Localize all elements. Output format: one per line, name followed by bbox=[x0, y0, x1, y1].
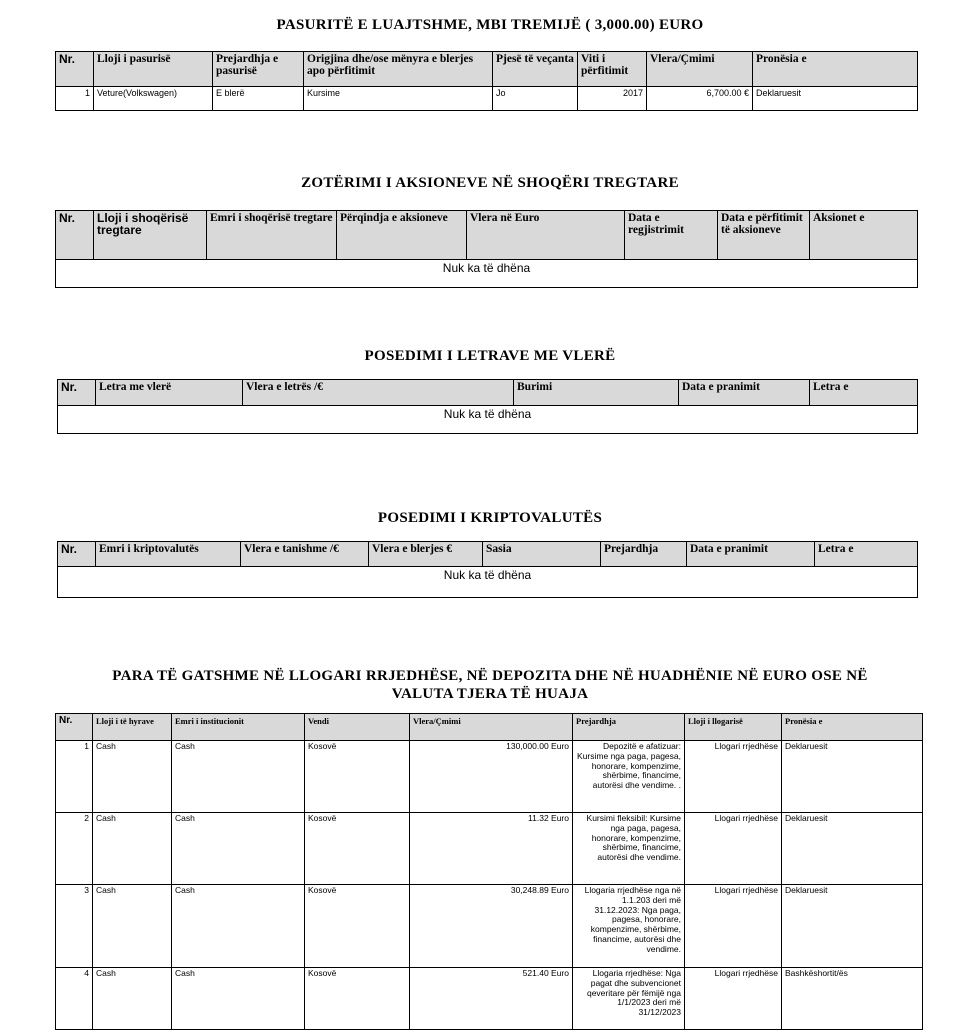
empty-message: Nuk ka të dhëna bbox=[56, 260, 918, 288]
cash-accounts-table bbox=[55, 713, 923, 1030]
cell-country: Kosovë bbox=[305, 885, 410, 968]
section-title-shares: ZOTËRIMI I AKSIONEVE NË SHOQËRI TREGTARE bbox=[301, 175, 679, 191]
cell-country: Kosovë bbox=[305, 968, 410, 1030]
table-row bbox=[56, 968, 923, 1030]
col-header: Lloji i të hyrave bbox=[93, 714, 172, 741]
section-title-securities: POSEDIMI I LETRAVE ME VLERË bbox=[364, 348, 616, 364]
col-header: Letra me vlerë bbox=[96, 380, 243, 406]
col-header: Prejardhja e pasurisë bbox=[213, 52, 304, 87]
col-header: Përqindja e aksioneve bbox=[337, 211, 467, 260]
cell-owner: Bashkëshortit/ës bbox=[782, 968, 923, 1030]
cell-account-type: Llogari rrjedhëse bbox=[685, 741, 782, 813]
securities-table bbox=[57, 379, 918, 434]
cell-institution: Cash bbox=[172, 741, 305, 813]
cell-account-type: Llogari rrjedhëse bbox=[685, 968, 782, 1030]
col-header: Letra e bbox=[815, 542, 918, 567]
col-header: Pjesë të veçanta bbox=[493, 52, 578, 87]
col-header: Vlera në Euro bbox=[467, 211, 625, 260]
col-header: Nr. bbox=[56, 52, 94, 87]
col-header: Prejardhja bbox=[601, 542, 687, 567]
cell-source: Llogaria rrjedhëse nga në 1.1.203 deri më 31.12.2023: Nga paga, pagesa, honorare, kompenzime, shërbime, financime, autorësi dhe vendime. bbox=[573, 885, 685, 968]
col-header: Lloji i shoqërisë tregtare bbox=[94, 211, 207, 260]
cell-owner: Deklaruesit bbox=[782, 741, 923, 813]
section-title-cash: PARA TË GATSHME NË LLOGARI RRJEDHËSE, NË DEPOZITA DHE NË HUADHËNIE NË EURO OSE NË VALUTA TJERA TË HUAJA bbox=[112, 668, 868, 702]
col-header: Nr. bbox=[58, 380, 96, 406]
cell-nr: 2 bbox=[56, 813, 93, 885]
col-header: Pronësia e bbox=[782, 714, 923, 741]
col-header: Nr. bbox=[58, 542, 96, 567]
col-header: Data e pranimit bbox=[679, 380, 810, 406]
col-header: Data e regjistrimit bbox=[625, 211, 718, 260]
cell-institution: Cash bbox=[172, 813, 305, 885]
empty-message: Nuk ka të dhëna bbox=[58, 406, 918, 434]
section-title-movable-assets: PASURITË E LUAJTSHME, MBI TREMIJË ( 3,000.00) EURO bbox=[276, 17, 704, 33]
col-header: Origjina dhe/ose mënyra e blerjes apo përfitimit bbox=[304, 52, 493, 87]
cell-country: Kosovë bbox=[305, 813, 410, 885]
col-header: Emri i kriptovalutës bbox=[96, 542, 241, 567]
col-header: Nr. bbox=[56, 211, 94, 260]
col-header: Lloji i pasurisë bbox=[94, 52, 213, 87]
cell-value: 30,248.89 Euro bbox=[410, 885, 573, 968]
cell-account-type: Llogari rrjedhëse bbox=[685, 813, 782, 885]
col-header: Pronësia e bbox=[753, 52, 918, 87]
cell-type: Veture(Volkswagen) bbox=[94, 87, 213, 111]
col-header: Vlera e tanishme /€ bbox=[241, 542, 369, 567]
col-header: Prejardhja bbox=[573, 714, 685, 741]
cell-nr: 3 bbox=[56, 885, 93, 968]
movable-assets-table bbox=[55, 51, 918, 111]
cell-origin: E blerë bbox=[213, 87, 304, 111]
cell-owner: Deklaruesit bbox=[782, 885, 923, 968]
col-header: Burimi bbox=[514, 380, 679, 406]
col-header: Vlera e blerjes € bbox=[369, 542, 483, 567]
col-header: Emri i institucionit bbox=[172, 714, 305, 741]
cell-type: Cash bbox=[93, 813, 172, 885]
cell-value: 6,700.00 € bbox=[647, 87, 753, 111]
cell-value: 11.32 Euro bbox=[410, 813, 573, 885]
cell-owner: Deklaruesit bbox=[753, 87, 918, 111]
cell-source: Kursimi fleksibil: Kursime nga paga, pagesa, honorare, kompenzime, shërbime, financime, autorësi dhe vendime. bbox=[573, 813, 685, 885]
cell-nr: 4 bbox=[56, 968, 93, 1030]
cell-institution: Cash bbox=[172, 885, 305, 968]
col-header: Vendi bbox=[305, 714, 410, 741]
shares-table bbox=[55, 210, 918, 288]
col-header: Nr. bbox=[56, 714, 93, 741]
col-header: Lloji i llogarisë bbox=[685, 714, 782, 741]
cell-source: Llogaria rrjedhëse: Nga pagat dhe subvencionet qeveritare për fëmijë nga 1/1/2023 deri më 31/12/2023 bbox=[573, 968, 685, 1030]
col-header: Emri i shoqërisë tregtare bbox=[207, 211, 337, 260]
cell-nr: 1 bbox=[56, 741, 93, 813]
cell-institution: Cash bbox=[172, 968, 305, 1030]
col-header: Data e përfitimit të aksioneve bbox=[718, 211, 810, 260]
table-row bbox=[56, 87, 918, 111]
col-header: Sasia bbox=[483, 542, 601, 567]
section-title-crypto: POSEDIMI I KRIPTOVALUTËS bbox=[377, 510, 603, 526]
col-header: Vlera/Çmimi bbox=[647, 52, 753, 87]
table-row bbox=[56, 885, 923, 968]
cell-type: Cash bbox=[93, 968, 172, 1030]
cell-year: 2017 bbox=[578, 87, 647, 111]
table-row bbox=[56, 741, 923, 813]
cell-country: Kosovë bbox=[305, 741, 410, 813]
cell-source: Depozitë e afatizuar: Kursime nga paga, pagesa, honorare, kompenzime, shërbime, financime, autorësi dhe vendime. . bbox=[573, 741, 685, 813]
crypto-table bbox=[57, 541, 918, 598]
col-header: Viti i përfitimit bbox=[578, 52, 647, 87]
cell-special: Jo bbox=[493, 87, 578, 111]
empty-message: Nuk ka të dhëna bbox=[58, 567, 918, 598]
cell-owner: Deklaruesit bbox=[782, 813, 923, 885]
cell-value: 521.40 Euro bbox=[410, 968, 573, 1030]
cell-type: Cash bbox=[93, 741, 172, 813]
table-row bbox=[56, 813, 923, 885]
cell-nr: 1 bbox=[56, 87, 94, 111]
col-header: Aksionet e bbox=[810, 211, 918, 260]
cell-type: Cash bbox=[93, 885, 172, 968]
cell-method: Kursime bbox=[304, 87, 493, 111]
cell-account-type: Llogari rrjedhëse bbox=[685, 885, 782, 968]
cell-value: 130,000.00 Euro bbox=[410, 741, 573, 813]
col-header: Vlera/Çmimi bbox=[410, 714, 573, 741]
col-header: Vlera e letrës /€ bbox=[243, 380, 514, 406]
col-header: Data e pranimit bbox=[687, 542, 815, 567]
col-header: Letra e bbox=[810, 380, 918, 406]
